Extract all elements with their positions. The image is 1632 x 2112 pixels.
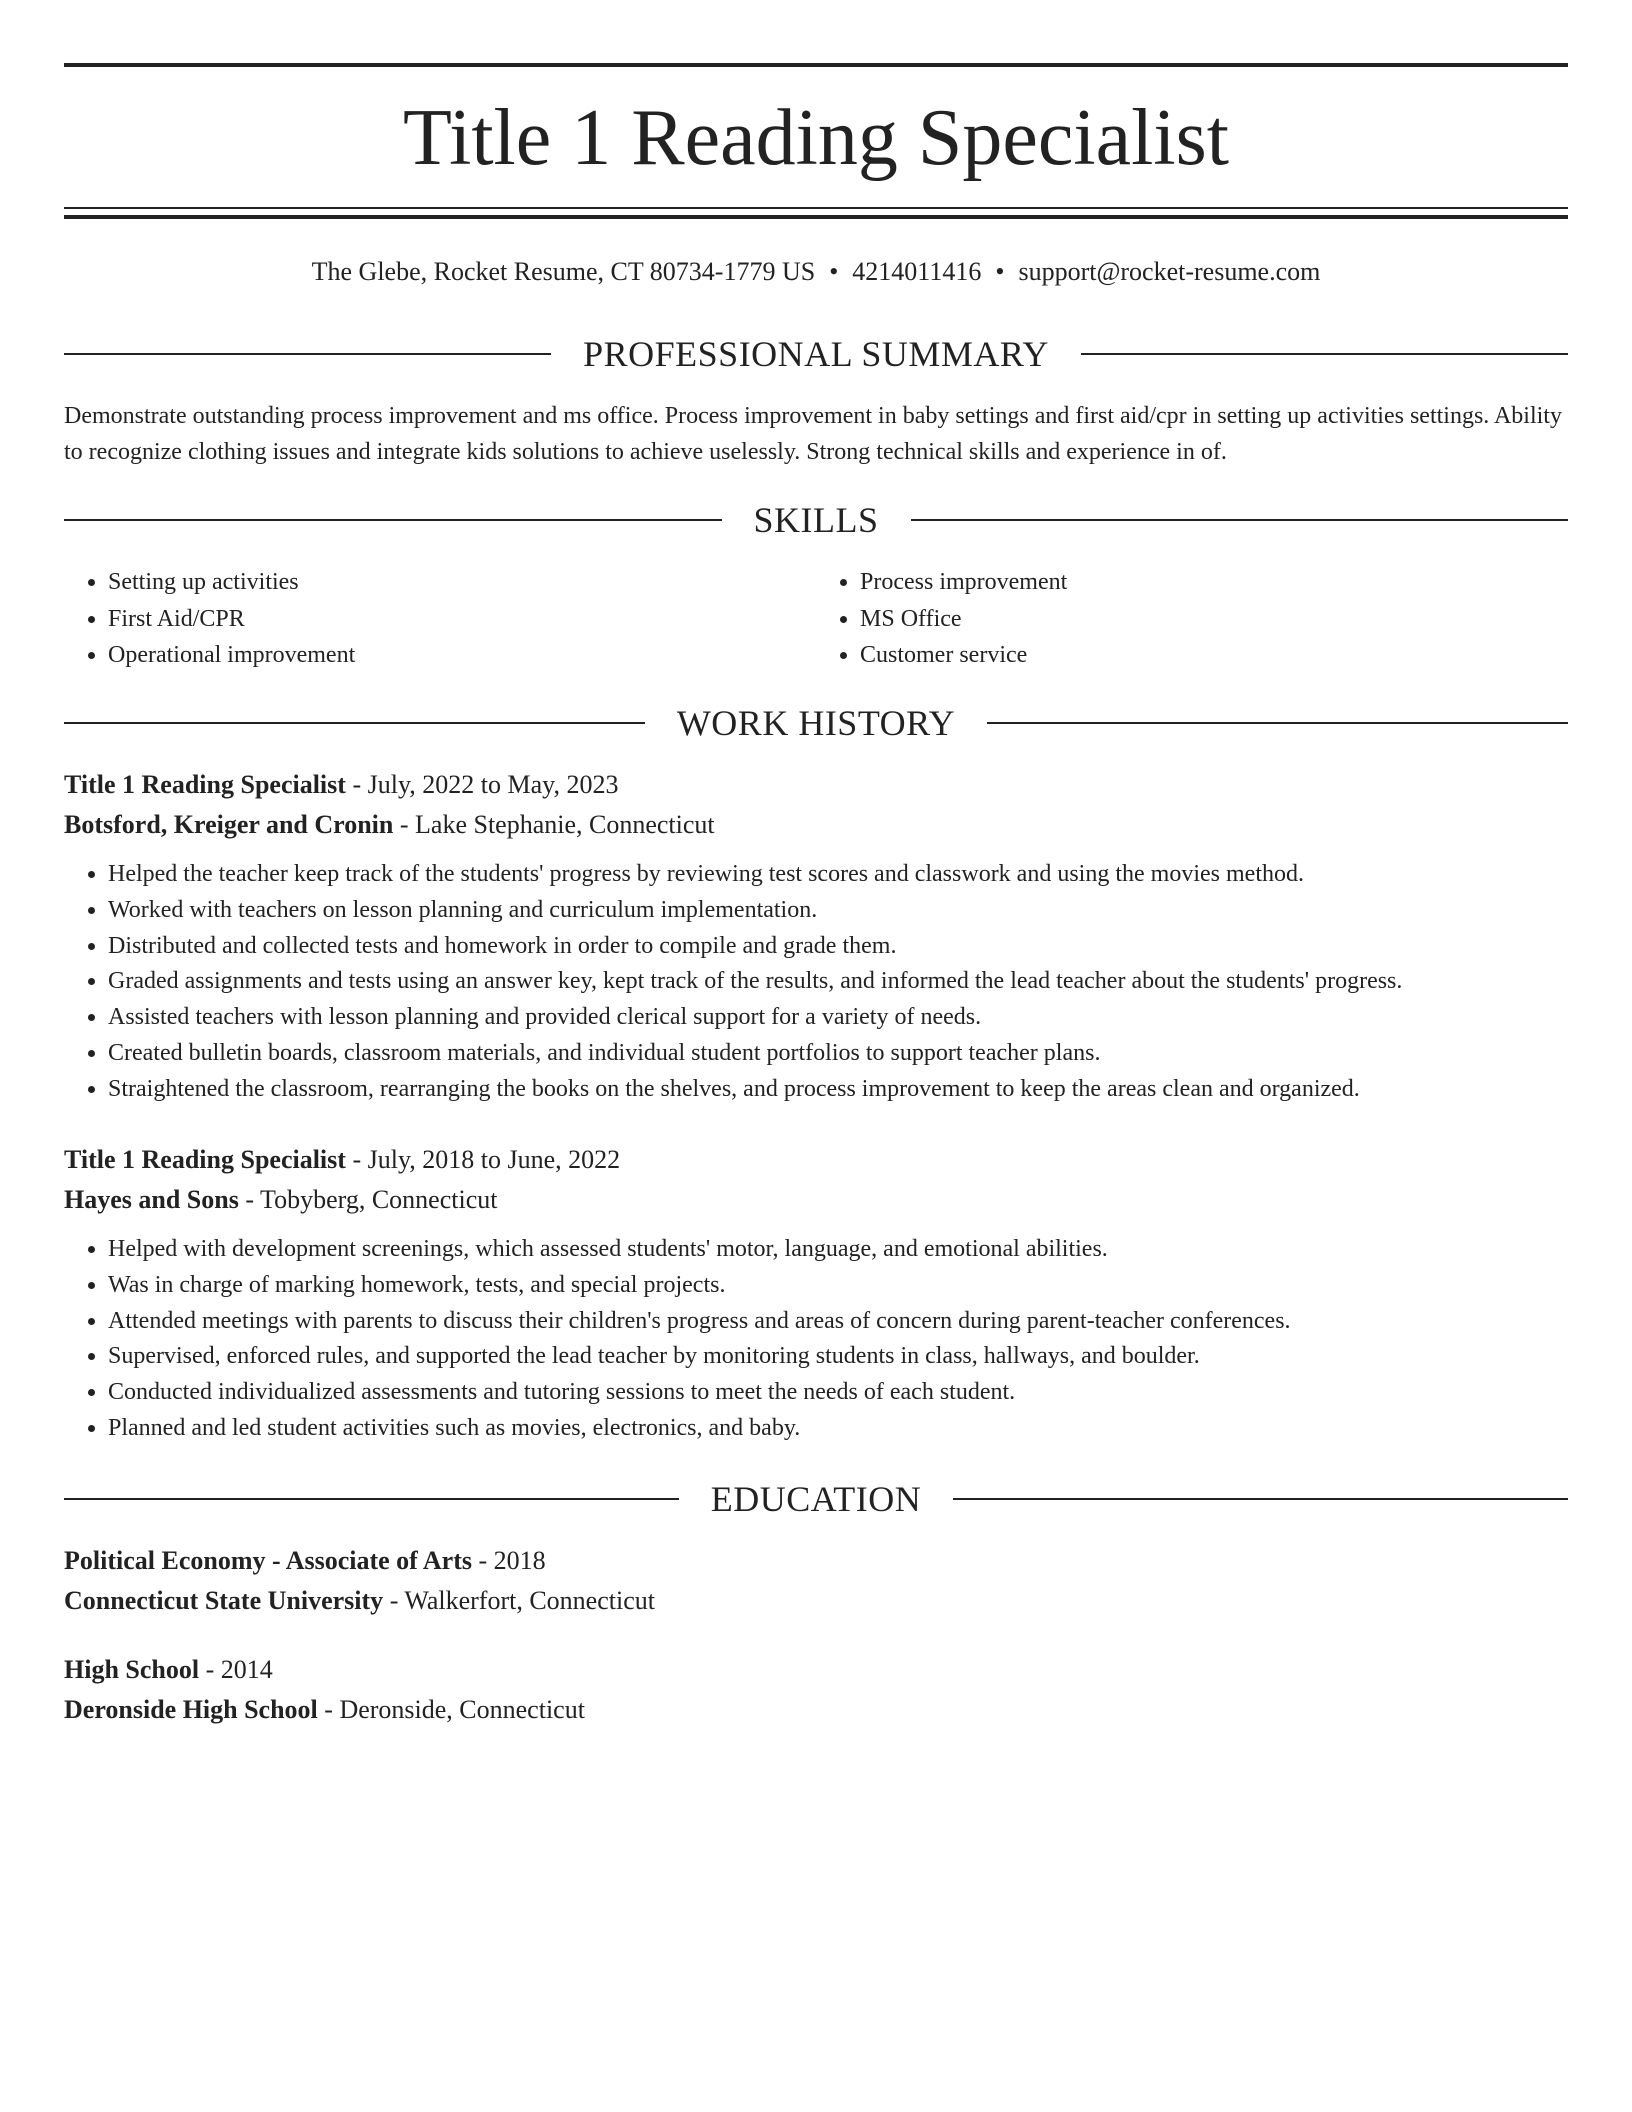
- education-location: - Deronside, Connecticut: [317, 1695, 585, 1724]
- resume-title: Title 1 Reading Specialist: [403, 94, 1229, 182]
- education-location: - Walkerfort, Connecticut: [383, 1586, 655, 1615]
- education-school-line: [64, 1581, 1568, 1621]
- job-bullet: • Worked with teachers on lesson planning and curriculum implementation.: [108, 893, 1568, 929]
- section-title-summary: PROFESSIONAL SUMMARY: [583, 334, 1049, 374]
- section-rule: [987, 722, 1568, 724]
- education-degree-line: [64, 1541, 1568, 1581]
- section-header-work: [64, 703, 1568, 743]
- section-rule: [64, 722, 645, 724]
- job-location: - Tobyberg, Connecticut: [238, 1185, 498, 1214]
- section-rule: [64, 1498, 679, 1500]
- contact-address: The Glebe, Rocket Resume, CT 80734-1779 US: [311, 257, 816, 286]
- job-title-line: [64, 1140, 1568, 1180]
- contact-phone: 4214011416: [852, 257, 982, 286]
- job-bullet: • Assisted teachers with lesson planning and provided clerical support for a variety of needs.: [108, 1000, 1568, 1036]
- job-entry: [64, 1140, 1568, 1447]
- skill-item: • First Aid/CPR: [108, 601, 816, 638]
- job-company: Botsford, Kreiger and Cronin: [64, 810, 394, 839]
- section-rule: [1081, 353, 1568, 355]
- job-company: Hayes and Sons: [64, 1185, 239, 1214]
- job-dates: - July, 2022 to May, 2023: [345, 770, 619, 799]
- job-bullet: • Created bulletin boards, classroom materials, and individual student portfolios to support teacher plans.: [108, 1036, 1568, 1072]
- job-bullet: • Supervised, enforced rules, and supported the lead teacher by monitoring students in class, hallways, and boulder.: [108, 1339, 1568, 1375]
- skill-item: • Setting up activities: [108, 564, 816, 601]
- job-title: Title 1 Reading Specialist: [64, 770, 346, 799]
- job-dates: - July, 2018 to June, 2022: [345, 1145, 621, 1174]
- job-bullets: [64, 857, 1568, 1108]
- job-bullet: • Helped with development screenings, which assessed students' motor, language, and emotional abilities.: [108, 1232, 1568, 1268]
- skills-column-left: [64, 564, 816, 674]
- job-entry: [64, 765, 1568, 1108]
- section-title-skills: SKILLS: [753, 500, 879, 540]
- job-bullet: • Planned and led student activities such as movies, electronics, and baby.: [108, 1411, 1568, 1447]
- job-company-line: [64, 805, 1568, 845]
- skill-item: • Process improvement: [860, 564, 1568, 601]
- title-double-divider: [64, 207, 1568, 219]
- summary-text: Demonstrate outstanding process improvement and ms office. Process improvement in baby settings and first aid/cpr in setting up activities settings. Ability to recognize clothing issues and integrate kids solutions to achieve uselessly. Strong technical skills and experience in of.: [64, 403, 1562, 465]
- top-divider: [64, 63, 1568, 67]
- job-bullet: • Graded assignments and tests using an answer key, kept track of the results, and informed the lead teacher about the students' progress.: [108, 964, 1568, 1000]
- education-school-line: [64, 1690, 1568, 1730]
- section-rule: [64, 353, 551, 355]
- contact-line: [64, 252, 1568, 292]
- job-title-line: [64, 765, 1568, 805]
- job-company-line: [64, 1180, 1568, 1220]
- education-degree: High School: [64, 1655, 200, 1684]
- education-school: Connecticut State University: [64, 1586, 384, 1615]
- contact-email: support@rocket-resume.com: [1018, 257, 1321, 286]
- job-bullet: • Straightened the classroom, rearranging the books on the shelves, and process improvement to keep the areas clean and organized.: [108, 1072, 1568, 1108]
- job-bullet: • Helped the teacher keep track of the students' progress by reviewing test scores and classwork and using the movies method.: [108, 857, 1568, 893]
- section-title-education: EDUCATION: [710, 1479, 922, 1519]
- section-title-work: WORK HISTORY: [676, 703, 956, 743]
- education-degree-line: [64, 1650, 1568, 1690]
- job-location: - Lake Stephanie, Connecticut: [393, 810, 715, 839]
- contact-separator: •: [995, 257, 1005, 286]
- section-rule: [953, 1498, 1568, 1500]
- job-bullets: [64, 1232, 1568, 1447]
- education-degree: Political Economy - Associate of Arts: [64, 1546, 472, 1575]
- education-year: - 2018: [472, 1546, 546, 1575]
- job-bullet: • Was in charge of marking homework, tests, and special projects.: [108, 1268, 1568, 1304]
- skill-item: • Operational improvement: [108, 637, 816, 674]
- job-bullet: • Distributed and collected tests and homework in order to compile and grade them.: [108, 929, 1568, 965]
- section-header-skills: [64, 500, 1568, 540]
- job-bullet: • Conducted individualized assessments and tutoring sessions to meet the needs of each student.: [108, 1375, 1568, 1411]
- section-header-summary: [64, 334, 1568, 374]
- skill-item: • MS Office: [860, 601, 1568, 638]
- section-rule: [64, 519, 722, 521]
- job-title: Title 1 Reading Specialist: [64, 1145, 346, 1174]
- section-header-education: [64, 1479, 1568, 1519]
- education-entry: [64, 1650, 1568, 1730]
- skill-item: • Customer service: [860, 637, 1568, 674]
- contact-separator: •: [829, 257, 839, 286]
- education-school: Deronside High School: [64, 1695, 318, 1724]
- education-entry: [64, 1541, 1568, 1621]
- skills-column-right: [816, 564, 1568, 674]
- education-year: - 2014: [199, 1655, 273, 1684]
- section-rule: [911, 519, 1569, 521]
- skills-list: [64, 564, 1568, 674]
- job-bullet: • Attended meetings with parents to discuss their children's progress and areas of concern during parent-teacher conferences.: [108, 1304, 1568, 1340]
